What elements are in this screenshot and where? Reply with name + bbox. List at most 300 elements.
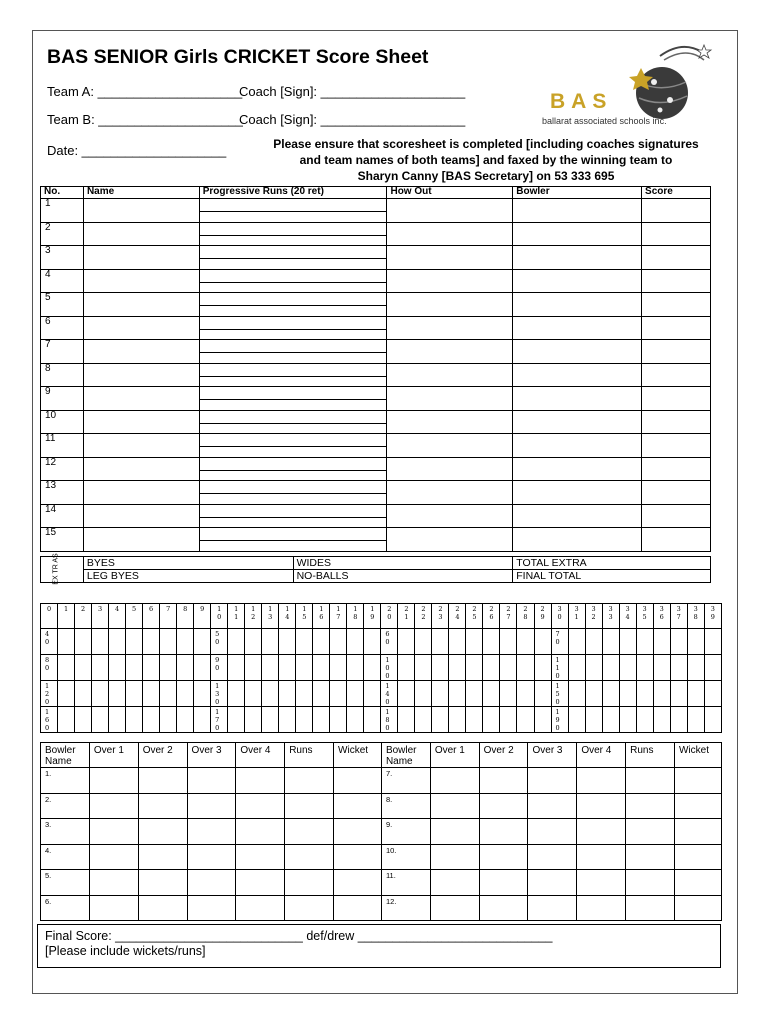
bowling-entry-cell[interactable] <box>626 895 675 921</box>
tally-cell[interactable] <box>177 629 194 655</box>
bowling-entry-cell[interactable] <box>626 768 675 794</box>
bowling-entry-cell[interactable] <box>479 819 528 845</box>
bowling-entry-cell[interactable] <box>528 819 577 845</box>
tally-cell[interactable] <box>432 707 449 733</box>
tally-cell[interactable] <box>704 681 721 707</box>
progressive-runs-cell[interactable] <box>199 504 387 528</box>
tally-cell[interactable] <box>585 655 602 681</box>
tally-cell[interactable] <box>381 681 398 707</box>
score-cell[interactable] <box>642 457 711 481</box>
tally-cell[interactable] <box>449 707 466 733</box>
tally-cell[interactable] <box>347 604 364 629</box>
how-out-cell[interactable] <box>387 528 513 552</box>
tally-cell[interactable] <box>211 604 228 629</box>
tally-cell[interactable] <box>41 707 58 733</box>
batter-name-cell[interactable] <box>83 222 199 246</box>
tally-cell[interactable] <box>398 655 415 681</box>
tally-cell[interactable] <box>126 655 143 681</box>
bowler-cell[interactable] <box>513 457 642 481</box>
tally-cell[interactable] <box>313 604 330 629</box>
tally-cell[interactable] <box>262 629 279 655</box>
progressive-runs-cell[interactable] <box>199 293 387 317</box>
tally-cell[interactable] <box>245 707 262 733</box>
tally-cell[interactable] <box>364 707 381 733</box>
tally-cell[interactable] <box>160 604 177 629</box>
batter-name-cell[interactable] <box>83 199 199 223</box>
tally-cell[interactable] <box>687 681 704 707</box>
bowling-entry-cell[interactable] <box>138 870 187 896</box>
bowling-entry-cell[interactable] <box>89 844 138 870</box>
bowling-entry-cell[interactable] <box>674 844 721 870</box>
bowler-cell[interactable] <box>513 316 642 340</box>
bowling-entry-cell[interactable] <box>334 793 382 819</box>
tally-cell[interactable] <box>381 707 398 733</box>
tally-cell[interactable] <box>636 707 653 733</box>
bowler-name-cell[interactable]: 1. <box>41 768 90 794</box>
tally-cell[interactable] <box>109 604 126 629</box>
bowler-name-cell[interactable]: 2. <box>41 793 90 819</box>
tally-cell[interactable] <box>364 681 381 707</box>
date-field[interactable]: Date: ____________________ <box>47 143 227 158</box>
tally-cell[interactable] <box>143 655 160 681</box>
tally-cell[interactable] <box>619 707 636 733</box>
tally-cell[interactable] <box>143 629 160 655</box>
score-cell[interactable] <box>642 410 711 434</box>
tally-cell[interactable] <box>483 604 500 629</box>
score-cell[interactable] <box>642 363 711 387</box>
tally-cell[interactable] <box>636 629 653 655</box>
bowler-name-cell[interactable]: 8. <box>381 793 430 819</box>
bowling-entry-cell[interactable] <box>430 768 479 794</box>
score-cell[interactable] <box>642 387 711 411</box>
tally-cell[interactable] <box>534 655 551 681</box>
batter-name-cell[interactable] <box>83 269 199 293</box>
bowling-entry-cell[interactable] <box>138 819 187 845</box>
tally-cell[interactable] <box>330 707 347 733</box>
bowling-entry-cell[interactable] <box>89 768 138 794</box>
team-b-field[interactable]: Team B: ____________________ <box>47 112 243 127</box>
bowler-cell[interactable] <box>513 481 642 505</box>
tally-cell[interactable] <box>92 655 109 681</box>
tally-cell[interactable] <box>636 681 653 707</box>
tally-cell[interactable] <box>245 604 262 629</box>
batter-name-cell[interactable] <box>83 363 199 387</box>
tally-cell[interactable] <box>568 655 585 681</box>
tally-cell[interactable] <box>704 629 721 655</box>
tally-cell[interactable] <box>466 604 483 629</box>
bowling-entry-cell[interactable] <box>236 768 285 794</box>
bowling-entry-cell[interactable] <box>285 895 334 921</box>
progressive-runs-cell[interactable] <box>199 199 387 223</box>
tally-cell[interactable] <box>296 681 313 707</box>
tally-cell[interactable] <box>245 655 262 681</box>
tally-cell[interactable] <box>75 707 92 733</box>
tally-cell[interactable] <box>143 707 160 733</box>
how-out-cell[interactable] <box>387 363 513 387</box>
bowler-cell[interactable] <box>513 293 642 317</box>
batter-name-cell[interactable] <box>83 316 199 340</box>
progressive-runs-cell[interactable] <box>199 457 387 481</box>
bowling-entry-cell[interactable] <box>577 895 626 921</box>
bowling-entry-cell[interactable] <box>479 870 528 896</box>
tally-cell[interactable] <box>619 681 636 707</box>
bowling-entry-cell[interactable] <box>430 870 479 896</box>
progressive-runs-cell[interactable] <box>199 434 387 458</box>
tally-cell[interactable] <box>415 604 432 629</box>
tally-cell[interactable] <box>330 681 347 707</box>
score-cell[interactable] <box>642 222 711 246</box>
tally-cell[interactable] <box>211 681 228 707</box>
bowling-entry-cell[interactable] <box>285 793 334 819</box>
tally-cell[interactable] <box>143 681 160 707</box>
bowling-entry-cell[interactable] <box>187 844 236 870</box>
tally-cell[interactable] <box>585 629 602 655</box>
bowling-entry-cell[interactable] <box>285 768 334 794</box>
tally-cell[interactable] <box>415 681 432 707</box>
bowling-entry-cell[interactable] <box>479 895 528 921</box>
tally-cell[interactable] <box>398 629 415 655</box>
bowling-entry-cell[interactable] <box>430 844 479 870</box>
tally-cell[interactable] <box>279 604 296 629</box>
tally-cell[interactable] <box>126 604 143 629</box>
bowling-entry-cell[interactable] <box>236 870 285 896</box>
bowler-name-cell[interactable]: 3. <box>41 819 90 845</box>
bowling-entry-cell[interactable] <box>528 895 577 921</box>
tally-cell[interactable] <box>568 707 585 733</box>
how-out-cell[interactable] <box>387 434 513 458</box>
tally-cell[interactable] <box>194 604 211 629</box>
bowling-entry-cell[interactable] <box>577 819 626 845</box>
tally-cell[interactable] <box>534 707 551 733</box>
tally-cell[interactable] <box>415 655 432 681</box>
batter-name-cell[interactable] <box>83 481 199 505</box>
bowling-entry-cell[interactable] <box>626 844 675 870</box>
bowling-entry-cell[interactable] <box>528 844 577 870</box>
tally-cell[interactable] <box>500 655 517 681</box>
tally-cell[interactable] <box>160 655 177 681</box>
tally-cell[interactable] <box>262 655 279 681</box>
tally-cell[interactable] <box>687 655 704 681</box>
tally-cell[interactable] <box>551 681 568 707</box>
bowler-cell[interactable] <box>513 222 642 246</box>
tally-cell[interactable] <box>432 681 449 707</box>
tally-cell[interactable] <box>381 629 398 655</box>
coach-a-field[interactable]: Coach [Sign]: ____________________ <box>239 84 466 99</box>
batter-name-cell[interactable] <box>83 504 199 528</box>
tally-cell[interactable] <box>75 604 92 629</box>
score-cell[interactable] <box>642 340 711 364</box>
tally-cell[interactable] <box>126 629 143 655</box>
bowler-cell[interactable] <box>513 528 642 552</box>
bowling-entry-cell[interactable] <box>138 768 187 794</box>
score-cell[interactable] <box>642 293 711 317</box>
batter-name-cell[interactable] <box>83 340 199 364</box>
how-out-cell[interactable] <box>387 457 513 481</box>
tally-cell[interactable] <box>296 707 313 733</box>
tally-cell[interactable] <box>92 604 109 629</box>
batter-name-cell[interactable] <box>83 293 199 317</box>
tally-cell[interactable] <box>330 655 347 681</box>
batter-name-cell[interactable] <box>83 528 199 552</box>
progressive-runs-cell[interactable] <box>199 269 387 293</box>
tally-cell[interactable] <box>296 655 313 681</box>
batter-name-cell[interactable] <box>83 246 199 270</box>
how-out-cell[interactable] <box>387 340 513 364</box>
bowling-entry-cell[interactable] <box>430 793 479 819</box>
tally-cell[interactable] <box>636 604 653 629</box>
tally-cell[interactable] <box>245 681 262 707</box>
tally-cell[interactable] <box>568 629 585 655</box>
tally-cell[interactable] <box>551 629 568 655</box>
progressive-runs-cell[interactable] <box>199 246 387 270</box>
bowling-entry-cell[interactable] <box>577 793 626 819</box>
how-out-cell[interactable] <box>387 199 513 223</box>
bowling-entry-cell[interactable] <box>577 844 626 870</box>
tally-cell[interactable] <box>432 655 449 681</box>
tally-cell[interactable] <box>58 655 75 681</box>
bowling-entry-cell[interactable] <box>89 870 138 896</box>
bowler-cell[interactable] <box>513 340 642 364</box>
tally-cell[interactable] <box>109 681 126 707</box>
bowler-name-cell[interactable]: 7. <box>381 768 430 794</box>
tally-cell[interactable] <box>704 604 721 629</box>
tally-cell[interactable] <box>279 629 296 655</box>
tally-cell[interactable] <box>551 707 568 733</box>
tally-cell[interactable] <box>398 707 415 733</box>
tally-cell[interactable] <box>75 681 92 707</box>
score-cell[interactable] <box>642 528 711 552</box>
tally-cell[interactable] <box>296 629 313 655</box>
tally-cell[interactable] <box>143 604 160 629</box>
bowler-cell[interactable] <box>513 410 642 434</box>
tally-cell[interactable] <box>500 707 517 733</box>
bowling-entry-cell[interactable] <box>674 870 721 896</box>
tally-cell[interactable] <box>517 681 534 707</box>
tally-cell[interactable] <box>466 655 483 681</box>
tally-cell[interactable] <box>466 629 483 655</box>
leg-byes-label[interactable]: LEG BYES <box>83 570 293 583</box>
tally-cell[interactable] <box>449 604 466 629</box>
progressive-runs-cell[interactable] <box>199 363 387 387</box>
bowling-entry-cell[interactable] <box>528 768 577 794</box>
final-total-label[interactable]: FINAL TOTAL <box>513 570 711 583</box>
bowling-entry-cell[interactable] <box>89 895 138 921</box>
tally-cell[interactable] <box>75 655 92 681</box>
tally-cell[interactable] <box>687 629 704 655</box>
tally-cell[interactable] <box>58 629 75 655</box>
tally-cell[interactable] <box>670 604 687 629</box>
tally-cell[interactable] <box>517 629 534 655</box>
tally-cell[interactable] <box>585 604 602 629</box>
tally-cell[interactable] <box>41 604 58 629</box>
tally-cell[interactable] <box>194 629 211 655</box>
tally-cell[interactable] <box>653 629 670 655</box>
progressive-runs-cell[interactable] <box>199 316 387 340</box>
tally-cell[interactable] <box>619 655 636 681</box>
bowling-entry-cell[interactable] <box>138 844 187 870</box>
coach-b-field[interactable]: Coach [Sign]: ____________________ <box>239 112 466 127</box>
tally-cell[interactable] <box>381 655 398 681</box>
bowler-cell[interactable] <box>513 269 642 293</box>
how-out-cell[interactable] <box>387 481 513 505</box>
tally-cell[interactable] <box>449 655 466 681</box>
tally-cell[interactable] <box>670 681 687 707</box>
bowling-entry-cell[interactable] <box>626 870 675 896</box>
how-out-cell[interactable] <box>387 504 513 528</box>
bowler-name-cell[interactable]: 4. <box>41 844 90 870</box>
how-out-cell[interactable] <box>387 246 513 270</box>
tally-cell[interactable] <box>568 681 585 707</box>
bowling-entry-cell[interactable] <box>285 819 334 845</box>
tally-cell[interactable] <box>551 655 568 681</box>
bowling-entry-cell[interactable] <box>528 793 577 819</box>
how-out-cell[interactable] <box>387 410 513 434</box>
tally-cell[interactable] <box>126 707 143 733</box>
tally-cell[interactable] <box>228 629 245 655</box>
tally-cell[interactable] <box>41 629 58 655</box>
tally-cell[interactable] <box>160 681 177 707</box>
tally-cell[interactable] <box>517 655 534 681</box>
score-cell[interactable] <box>642 481 711 505</box>
tally-cell[interactable] <box>279 707 296 733</box>
bowler-cell[interactable] <box>513 504 642 528</box>
total-extra-label[interactable]: TOTAL EXTRA <box>513 557 711 570</box>
tally-cell[interactable] <box>466 681 483 707</box>
bowling-entry-cell[interactable] <box>187 819 236 845</box>
tally-cell[interactable] <box>534 629 551 655</box>
tally-cell[interactable] <box>636 655 653 681</box>
tally-cell[interactable] <box>211 629 228 655</box>
tally-cell[interactable] <box>211 655 228 681</box>
tally-cell[interactable] <box>228 604 245 629</box>
bowling-entry-cell[interactable] <box>577 870 626 896</box>
tally-cell[interactable] <box>279 655 296 681</box>
tally-cell[interactable] <box>432 629 449 655</box>
bowling-entry-cell[interactable] <box>334 768 382 794</box>
tally-cell[interactable] <box>500 681 517 707</box>
tally-cell[interactable] <box>58 681 75 707</box>
tally-cell[interactable] <box>364 604 381 629</box>
progressive-runs-cell[interactable] <box>199 481 387 505</box>
tally-cell[interactable] <box>670 655 687 681</box>
how-out-cell[interactable] <box>387 222 513 246</box>
tally-cell[interactable] <box>228 681 245 707</box>
tally-cell[interactable] <box>262 707 279 733</box>
tally-cell[interactable] <box>500 604 517 629</box>
bowling-entry-cell[interactable] <box>236 844 285 870</box>
tally-cell[interactable] <box>517 707 534 733</box>
tally-cell[interactable] <box>483 681 500 707</box>
how-out-cell[interactable] <box>387 316 513 340</box>
tally-cell[interactable] <box>483 629 500 655</box>
tally-cell[interactable] <box>653 604 670 629</box>
bowler-name-cell[interactable]: 12. <box>381 895 430 921</box>
bowler-cell[interactable] <box>513 246 642 270</box>
tally-cell[interactable] <box>449 681 466 707</box>
tally-cell[interactable] <box>330 629 347 655</box>
bowling-entry-cell[interactable] <box>138 793 187 819</box>
bowling-entry-cell[interactable] <box>138 895 187 921</box>
tally-cell[interactable] <box>313 629 330 655</box>
score-cell[interactable] <box>642 199 711 223</box>
score-cell[interactable] <box>642 434 711 458</box>
bowling-entry-cell[interactable] <box>626 819 675 845</box>
bowling-entry-cell[interactable] <box>430 895 479 921</box>
progressive-runs-cell[interactable] <box>199 387 387 411</box>
tally-cell[interactable] <box>551 604 568 629</box>
tally-cell[interactable] <box>381 604 398 629</box>
score-cell[interactable] <box>642 316 711 340</box>
progressive-runs-cell[interactable] <box>199 528 387 552</box>
score-cell[interactable] <box>642 246 711 270</box>
tally-cell[interactable] <box>92 629 109 655</box>
tally-cell[interactable] <box>534 681 551 707</box>
tally-cell[interactable] <box>279 681 296 707</box>
tally-cell[interactable] <box>92 707 109 733</box>
tally-cell[interactable] <box>517 604 534 629</box>
bowling-entry-cell[interactable] <box>236 819 285 845</box>
tally-cell[interactable] <box>466 707 483 733</box>
bowling-entry-cell[interactable] <box>577 768 626 794</box>
tally-cell[interactable] <box>92 681 109 707</box>
bowling-entry-cell[interactable] <box>479 793 528 819</box>
tally-cell[interactable] <box>619 604 636 629</box>
bowler-name-cell[interactable]: 6. <box>41 895 90 921</box>
tally-cell[interactable] <box>109 629 126 655</box>
tally-cell[interactable] <box>619 629 636 655</box>
bowling-entry-cell[interactable] <box>89 793 138 819</box>
tally-cell[interactable] <box>194 681 211 707</box>
bowling-entry-cell[interactable] <box>334 870 382 896</box>
bowler-cell[interactable] <box>513 387 642 411</box>
tally-cell[interactable] <box>687 604 704 629</box>
bowling-entry-cell[interactable] <box>430 819 479 845</box>
tally-cell[interactable] <box>398 681 415 707</box>
bowling-entry-cell[interactable] <box>236 793 285 819</box>
bowler-name-cell[interactable]: 9. <box>381 819 430 845</box>
bowler-cell[interactable] <box>513 434 642 458</box>
bowling-entry-cell[interactable] <box>479 768 528 794</box>
tally-cell[interactable] <box>602 655 619 681</box>
tally-cell[interactable] <box>653 681 670 707</box>
tally-cell[interactable] <box>347 681 364 707</box>
how-out-cell[interactable] <box>387 293 513 317</box>
tally-cell[interactable] <box>262 681 279 707</box>
bowling-entry-cell[interactable] <box>334 895 382 921</box>
bowling-entry-cell[interactable] <box>285 844 334 870</box>
bowling-entry-cell[interactable] <box>479 844 528 870</box>
tally-cell[interactable] <box>160 707 177 733</box>
tally-cell[interactable] <box>126 681 143 707</box>
bowling-entry-cell[interactable] <box>674 819 721 845</box>
tally-cell[interactable] <box>245 629 262 655</box>
bowling-entry-cell[interactable] <box>187 793 236 819</box>
tally-cell[interactable] <box>568 604 585 629</box>
bowling-entry-cell[interactable] <box>236 895 285 921</box>
tally-cell[interactable] <box>160 629 177 655</box>
tally-cell[interactable] <box>602 707 619 733</box>
tally-cell[interactable] <box>602 681 619 707</box>
tally-cell[interactable] <box>347 655 364 681</box>
tally-cell[interactable] <box>313 707 330 733</box>
tally-cell[interactable] <box>262 604 279 629</box>
tally-cell[interactable] <box>415 707 432 733</box>
bowling-entry-cell[interactable] <box>528 870 577 896</box>
team-a-field[interactable]: Team A: ____________________ <box>47 84 243 99</box>
wides-label[interactable]: WIDES <box>293 557 513 570</box>
tally-cell[interactable] <box>194 707 211 733</box>
bowling-entry-cell[interactable] <box>285 870 334 896</box>
